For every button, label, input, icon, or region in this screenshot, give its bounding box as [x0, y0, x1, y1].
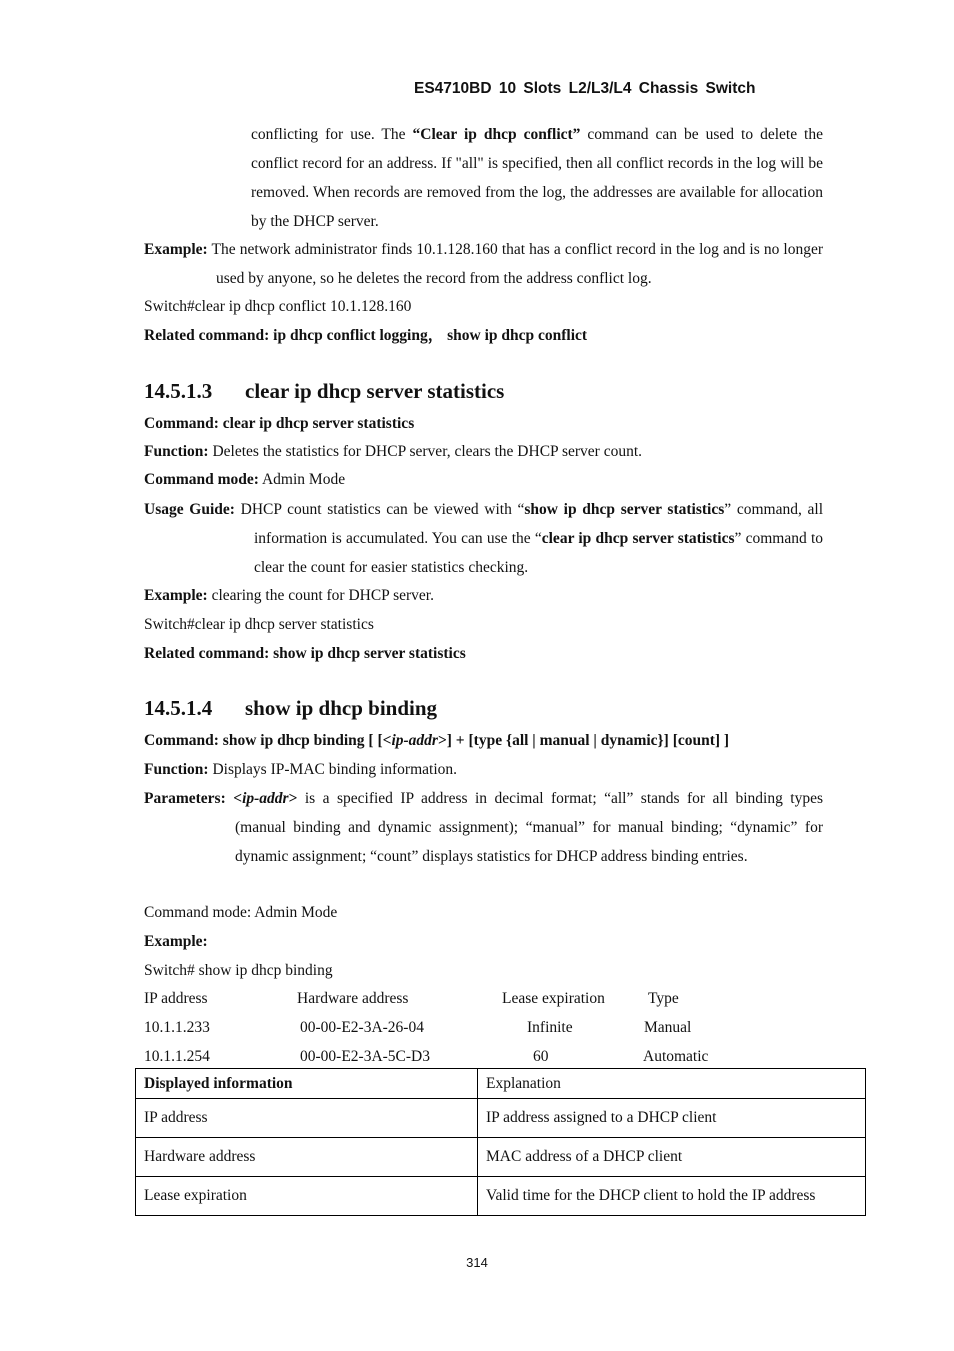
- usage-text-3: ” command to clear the count for easier statistics checking.: [254, 530, 824, 576]
- section-number: 14.5.1.3: [144, 379, 213, 403]
- usage-label: Usage Guide:: [144, 501, 235, 518]
- table-header-row: [136, 1069, 866, 1099]
- example-label: Example:: [144, 933, 208, 950]
- table-cell: Lease expiration: [136, 1177, 478, 1216]
- usage-bold-2: clear ip dhcp server statistics: [541, 530, 735, 547]
- command-line: [144, 731, 729, 751]
- example-label: Example:: [144, 241, 208, 258]
- section-title: clear ip dhcp server statistics: [245, 379, 505, 403]
- output-cell: Infinite: [527, 1019, 573, 1036]
- example-line: [144, 586, 434, 606]
- command-text-2: >] + [type {all | manual | dynamic}] [count] ]: [437, 732, 730, 749]
- table-row: [136, 1099, 866, 1138]
- table-row: [136, 1177, 866, 1216]
- command-line: Command: clear ip dhcp server statistics: [144, 415, 415, 432]
- section-heading: [144, 379, 504, 404]
- parameters-paragraph: [144, 784, 823, 871]
- table-header-cell: Displayed information: [136, 1069, 478, 1099]
- output-cell: 00-00-E2-3A-26-04: [300, 1019, 424, 1036]
- table-cell: IP address: [136, 1099, 478, 1138]
- cli-line: Switch#clear ip dhcp server statistics: [144, 616, 374, 633]
- output-header-lease: Lease expiration: [502, 990, 605, 1007]
- usage-bold-1: show ip dhcp server statistics: [524, 501, 725, 518]
- function-text: Deletes the statistics for DHCP server, clears the DHCP server count.: [208, 443, 643, 460]
- output-header-type: Type: [648, 990, 679, 1007]
- example-1-paragraph: [144, 235, 823, 293]
- related-command: Related command: ip dhcp conflict logging， show ip dhcp conflict: [144, 327, 588, 344]
- table-row: [136, 1138, 866, 1177]
- mode-line: Command mode: Admin Mode: [144, 904, 338, 921]
- output-cell: 10.1.1.233: [144, 1019, 210, 1036]
- section-number: 14.5.1.4: [144, 696, 213, 720]
- param-bracket: <: [225, 790, 243, 807]
- running-header: ES4710BD 10 Slots L2/L3/L4 Chassis Switch: [414, 80, 756, 97]
- function-line: [144, 442, 642, 462]
- usage-guide-paragraph: [144, 495, 823, 582]
- table-cell: MAC address of a DHCP client: [478, 1138, 866, 1177]
- page-number: 314: [466, 1255, 488, 1270]
- output-cell: Automatic: [643, 1048, 709, 1065]
- mode-text: Admin Mode: [258, 471, 346, 488]
- example-text: clearing the count for DHCP server.: [207, 587, 434, 604]
- intro-paragraph: [251, 120, 823, 236]
- section-title: show ip dhcp binding: [245, 696, 438, 720]
- intro-command-name: “Clear ip dhcp conflict”: [412, 126, 581, 143]
- intro-text-2: command can be used to delete the conflict record for an address. If "all" is specified, then all conflict records in the log will be removed. When records are removed from the log, the addresses are available for allocation by the DHCP server.: [251, 126, 823, 230]
- mode-label: Command mode:: [144, 471, 259, 488]
- example-text: The network administrator finds 10.1.128.160 that has a conflict record in the log and is no longer used by anyone, so he deletes the record from the address conflict log.: [207, 241, 823, 287]
- section-heading: [144, 696, 437, 721]
- output-cell: Manual: [644, 1019, 692, 1036]
- parameters-label: Parameters:: [144, 790, 226, 807]
- intro-text-1: conflicting for use. The: [251, 126, 413, 143]
- cli-line: Switch#clear ip dhcp conflict 10.1.128.160: [144, 298, 412, 315]
- output-cell: 10.1.1.254: [144, 1048, 210, 1065]
- mode-line: [144, 470, 345, 490]
- usage-text-1: DHCP count statistics can be viewed with “: [234, 501, 525, 518]
- function-label: Function:: [144, 443, 209, 460]
- table-cell: IP address assigned to a DHCP client: [478, 1099, 866, 1138]
- parameters-text: is a specified IP address in decimal format; “all” stands for all binding types (manual binding and dynamic assignment); “manual” for manual binding; “dynamic” for dynamic assignment; “count” displays statistics for DHCP address binding entries.: [235, 790, 823, 865]
- output-cell: 00-00-E2-3A-5C-D3: [300, 1048, 431, 1065]
- output-cell: 60: [533, 1048, 549, 1065]
- table-cell: Hardware address: [136, 1138, 478, 1177]
- output-header-hw: Hardware address: [297, 990, 409, 1007]
- function-label: Function:: [144, 761, 209, 778]
- table-header-cell: Explanation: [478, 1069, 866, 1099]
- function-line: [144, 760, 457, 780]
- displayed-information-table: [135, 1068, 866, 1216]
- cli-line: Switch# show ip dhcp binding: [144, 962, 333, 979]
- example-label: Example:: [144, 587, 208, 604]
- related-command: Related command: show ip dhcp server statistics: [144, 645, 466, 662]
- param-bracket: >: [288, 790, 298, 807]
- function-text: Displays IP-MAC binding information.: [208, 761, 458, 778]
- param-name: ip-addr: [242, 790, 289, 807]
- command-param: ip-addr: [391, 732, 438, 749]
- command-text-1: Command: show ip dhcp binding [ [<: [144, 732, 392, 749]
- usage-text-2: ” command, all information is accumulated. You can use the “: [254, 501, 824, 547]
- output-header-ip: IP address: [144, 990, 208, 1007]
- table-cell: Valid time for the DHCP client to hold the IP address: [478, 1177, 866, 1216]
